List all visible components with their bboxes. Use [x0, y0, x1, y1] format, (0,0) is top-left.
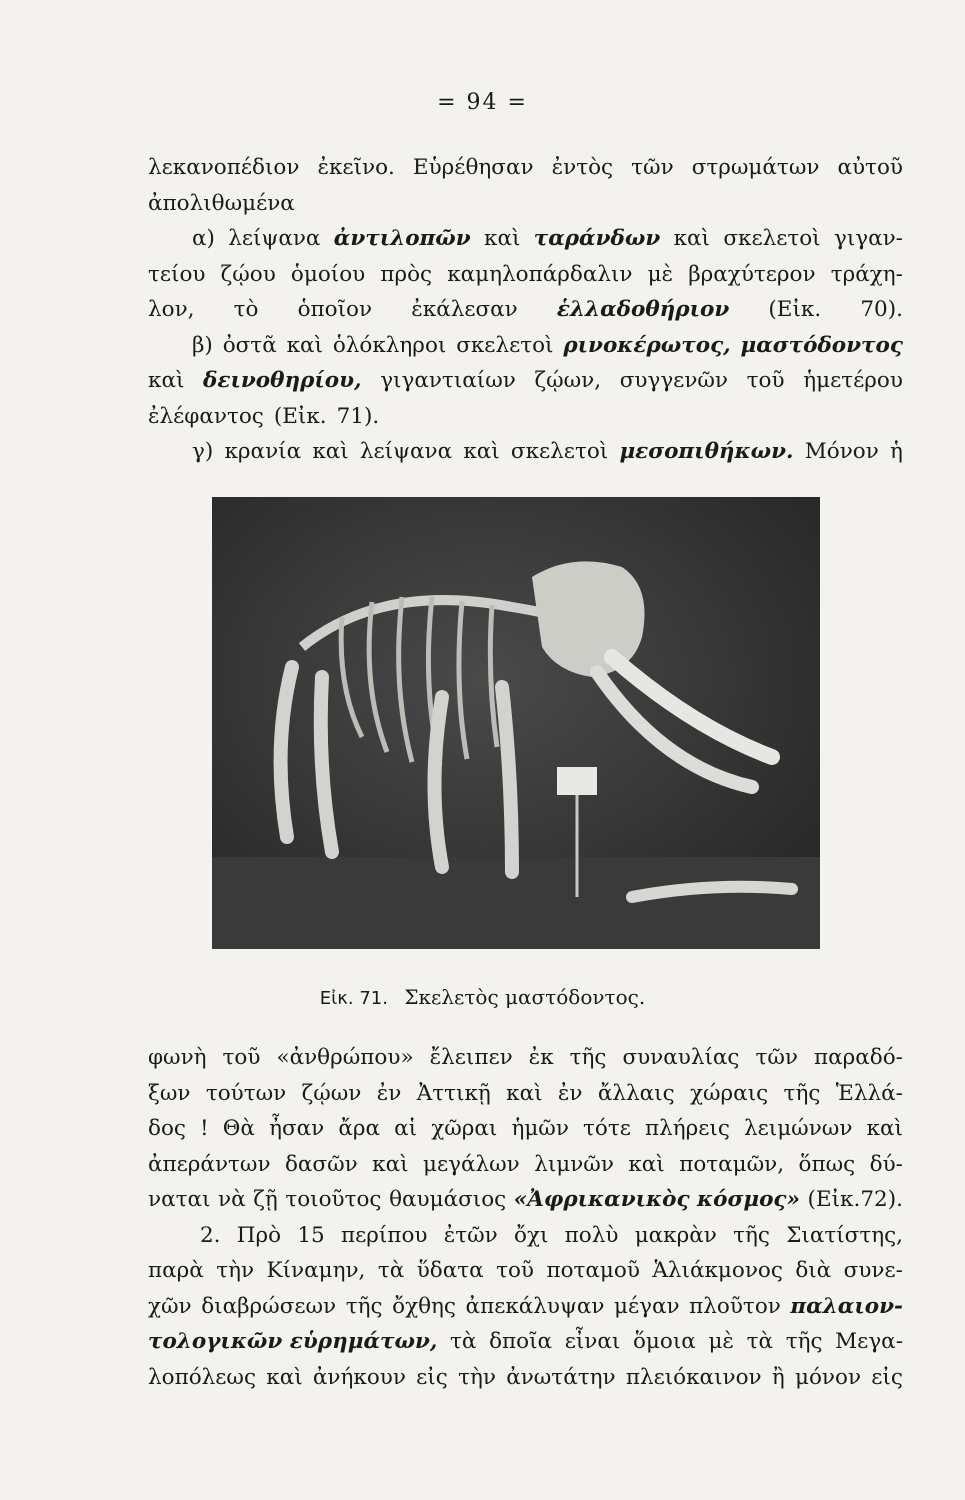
word: ζῇ: [253, 1187, 278, 1212]
word: !: [200, 1116, 209, 1141]
text-line: [148, 1289, 903, 1325]
word: χῶραι: [431, 1116, 498, 1141]
word: καὶ: [266, 1364, 303, 1390]
text-line: [148, 1147, 903, 1183]
word: «Ἀφρικανικὸς κόσμος»: [513, 1187, 800, 1212]
word: πολὺ: [564, 1222, 619, 1248]
word: τὴν: [458, 1364, 496, 1390]
word: χῶν: [148, 1293, 192, 1319]
word: β): [192, 332, 213, 358]
word: (Εἰκ.: [768, 297, 822, 322]
word: ἀντιλοπῶν: [333, 226, 471, 251]
word: γιγαντιαίων: [380, 368, 516, 393]
word: 2.: [200, 1222, 221, 1248]
word: Πρὸ: [236, 1222, 282, 1248]
word: τὰ: [450, 1329, 477, 1354]
word: σκελετοὶ: [723, 226, 821, 251]
word: εἰς: [416, 1364, 448, 1390]
word: τῆς: [345, 1293, 383, 1319]
caption-text: Σκελετὸς μαστόδοντος.: [404, 985, 646, 1009]
word: ἀνωτάτην: [506, 1364, 616, 1390]
word: ἐντὸς: [551, 155, 614, 180]
text-line: [148, 1040, 903, 1076]
word: περίπου: [340, 1222, 428, 1248]
word: ἀπεράντων: [148, 1151, 271, 1177]
text-line: [148, 1182, 903, 1218]
text-block-bottom: [148, 1040, 903, 1395]
figure-caption: [0, 985, 965, 1009]
word: τῆς: [569, 1045, 607, 1070]
word: α): [192, 226, 215, 251]
word: αἱ: [394, 1116, 418, 1141]
word: ἐκάλεσαν: [411, 297, 518, 322]
word: Μόνον: [804, 439, 879, 464]
word: Ἀττικῇ: [416, 1080, 491, 1106]
text-line: [148, 292, 903, 328]
word: πλήρεις: [645, 1116, 730, 1141]
word: δεινοθηρίου,: [203, 368, 362, 393]
word: (Εἰκ.: [273, 403, 327, 429]
word: ζῴου: [220, 261, 276, 287]
word: καὶ: [148, 368, 185, 393]
word: πρὸς: [380, 261, 433, 287]
word: δύ-: [869, 1151, 903, 1177]
text-line: [148, 328, 903, 364]
text-line: [148, 221, 903, 257]
word: τοῦ: [222, 1045, 261, 1070]
word: εἶναι: [564, 1329, 621, 1354]
word: μέγαν: [614, 1293, 680, 1319]
word: μὲ: [708, 1329, 734, 1354]
word: τοῦ: [746, 368, 785, 393]
word: τῶν: [631, 155, 674, 180]
word: βραχύτερον: [688, 261, 816, 287]
word: δασῶν: [284, 1151, 358, 1177]
word: σκελετοὶ: [510, 439, 609, 464]
word: γ): [192, 439, 214, 464]
word: χώραις: [689, 1080, 769, 1106]
word: εἰς: [871, 1364, 903, 1390]
word: ἑλλαδοθήριον: [556, 297, 730, 322]
text-line: [148, 1253, 903, 1289]
word: τὴν: [216, 1258, 255, 1283]
word: τείου: [148, 261, 206, 287]
word: ἐλέφαντος: [148, 403, 264, 429]
mastodon-skeleton-photo: [212, 497, 820, 949]
word: ὅμοια: [632, 1329, 696, 1354]
word: ἐτῶν: [443, 1222, 498, 1248]
word: αὐτοῦ: [837, 155, 903, 180]
word: λείψανα: [228, 226, 321, 251]
caption-number: Εἰκ. 71.: [319, 988, 388, 1009]
word: ποταμοῦ: [546, 1258, 640, 1283]
word: 70).: [860, 297, 903, 322]
word: Κίναμην,: [266, 1258, 366, 1283]
text-line: [148, 1360, 903, 1396]
word: τότε: [583, 1116, 631, 1141]
word: καὶ: [866, 1116, 903, 1141]
word: λεκανοπέδιον: [148, 155, 300, 180]
word: μαστόδοντος: [740, 332, 903, 358]
word: ὀστᾶ: [222, 332, 277, 358]
word: ἦσαν: [269, 1116, 325, 1141]
word: τολογικῶν εὑρημάτων,: [148, 1329, 438, 1354]
word: Ἑλλά-: [835, 1080, 903, 1106]
word: Σιατίστης,: [786, 1222, 903, 1248]
word: ὁποῖον: [297, 297, 373, 322]
word: ὁλόκληροι: [332, 332, 447, 358]
text-line: [148, 186, 903, 222]
word: ἡ: [890, 439, 903, 464]
word: λοπόλεως: [148, 1364, 256, 1390]
word: στρωμάτων: [691, 155, 820, 180]
word: ὁμοίου: [290, 261, 366, 287]
word: Εὑρέθησαν: [412, 155, 534, 180]
word: ρινοκέρωτος,: [563, 332, 731, 358]
word: τῆς: [785, 1329, 823, 1354]
word: καὶ: [286, 332, 323, 358]
word: ἀνήκουν: [312, 1364, 406, 1390]
word: ἐκεῖνο.: [317, 155, 395, 180]
word: ἡμετέρου: [803, 368, 903, 393]
word: λον,: [148, 297, 195, 322]
word: τῆς: [783, 1080, 821, 1106]
word: φωνὴ: [148, 1045, 207, 1070]
word: καὶ: [506, 1080, 543, 1106]
word: μόνον: [795, 1364, 862, 1390]
word: τὰ: [746, 1329, 774, 1354]
word: ἀπολιθωμένα: [148, 190, 295, 216]
word: σκελετοὶ: [456, 332, 554, 358]
word: κρανία: [224, 439, 302, 464]
word: καὶ: [312, 439, 349, 464]
word: τῶν: [755, 1045, 798, 1070]
word: τοῦ: [496, 1258, 534, 1283]
text-line: [148, 1111, 903, 1147]
word: λιμνῶν: [534, 1151, 614, 1177]
text-line: [148, 399, 903, 435]
word: ὄχι: [514, 1222, 549, 1248]
word: τὸ: [233, 297, 259, 322]
text-line: [148, 1076, 903, 1112]
word: ἔλειπεν: [429, 1045, 513, 1070]
word: καὶ: [463, 439, 500, 464]
word: λειμώνων: [744, 1116, 853, 1141]
word: καὶ: [628, 1151, 665, 1177]
text-line: [148, 1324, 903, 1360]
word: παλαιον-: [790, 1293, 903, 1319]
word: ἢ: [771, 1364, 785, 1390]
word: ἄλλαις: [597, 1080, 675, 1106]
word: ἐν: [557, 1080, 583, 1106]
word: νὰ: [218, 1187, 246, 1212]
word: διαβρώσεων: [201, 1293, 337, 1319]
word: 15: [297, 1222, 325, 1248]
word: ἐν: [376, 1080, 402, 1106]
word: παραδό-: [813, 1045, 903, 1070]
word: ἀπεκάλυψαν: [465, 1293, 605, 1319]
word: (Εἰκ.72).: [807, 1187, 903, 1212]
word: «ἀνθρώπου»: [276, 1045, 414, 1070]
word: διὰ: [795, 1258, 832, 1283]
text-line: [148, 257, 903, 293]
word: ἐκ: [528, 1045, 554, 1070]
word: ἄρα: [338, 1116, 381, 1141]
skeleton-illustration: [212, 497, 820, 949]
word: 71).: [336, 403, 380, 429]
word: τῆς: [733, 1222, 770, 1248]
word: τράχη-: [830, 261, 903, 287]
word: ὕδατα: [416, 1258, 484, 1283]
word: πλειόκαινον: [625, 1364, 762, 1390]
word: τὰ: [377, 1258, 405, 1283]
word: συναυλίας: [622, 1045, 740, 1070]
word: πλοῦτον: [689, 1293, 781, 1319]
word: ὄχθης: [392, 1293, 456, 1319]
word: δποῖα: [489, 1329, 553, 1354]
word: ζῴων,: [534, 368, 602, 393]
word: μὲ: [647, 261, 674, 287]
word: θαυμάσιος: [389, 1187, 507, 1212]
word: μεγάλων: [423, 1151, 520, 1177]
word: καὶ: [372, 1151, 409, 1177]
word: ποταμῶν,: [679, 1151, 785, 1177]
word: τοιοῦτος: [285, 1187, 382, 1212]
word: ταράνδων: [533, 226, 661, 251]
word: μεσοπιθήκων.: [619, 439, 794, 464]
word: καμηλοπάρδαλιν: [447, 261, 633, 287]
word: συγγενῶν: [619, 368, 728, 393]
word: μακρὰν: [634, 1222, 717, 1248]
text-block-top: [148, 150, 903, 470]
word: ξων: [148, 1080, 191, 1106]
word: γιγαν-: [833, 226, 903, 251]
text-line: [148, 434, 903, 470]
word: ζῴων: [301, 1080, 362, 1106]
text-line: [148, 363, 903, 399]
word: Μεγα-: [835, 1329, 903, 1354]
word: δος: [148, 1116, 186, 1141]
word: ὅπως: [798, 1151, 856, 1177]
word: παρὰ: [148, 1258, 204, 1283]
text-line: [148, 150, 903, 186]
label-plaque: [557, 767, 597, 795]
word: ναται: [148, 1187, 211, 1212]
word: Ἁλιάκμονος: [652, 1258, 783, 1283]
word: λείψανα: [359, 439, 453, 464]
page-number: = 94 =: [437, 90, 528, 115]
word: συνε-: [843, 1258, 903, 1283]
word: ἡμῶν: [511, 1116, 569, 1141]
word: καὶ: [673, 226, 710, 251]
word: τούτων: [205, 1080, 287, 1106]
word: Θὰ: [222, 1116, 255, 1141]
text-line: [148, 1218, 903, 1254]
word: καὶ: [484, 226, 521, 251]
